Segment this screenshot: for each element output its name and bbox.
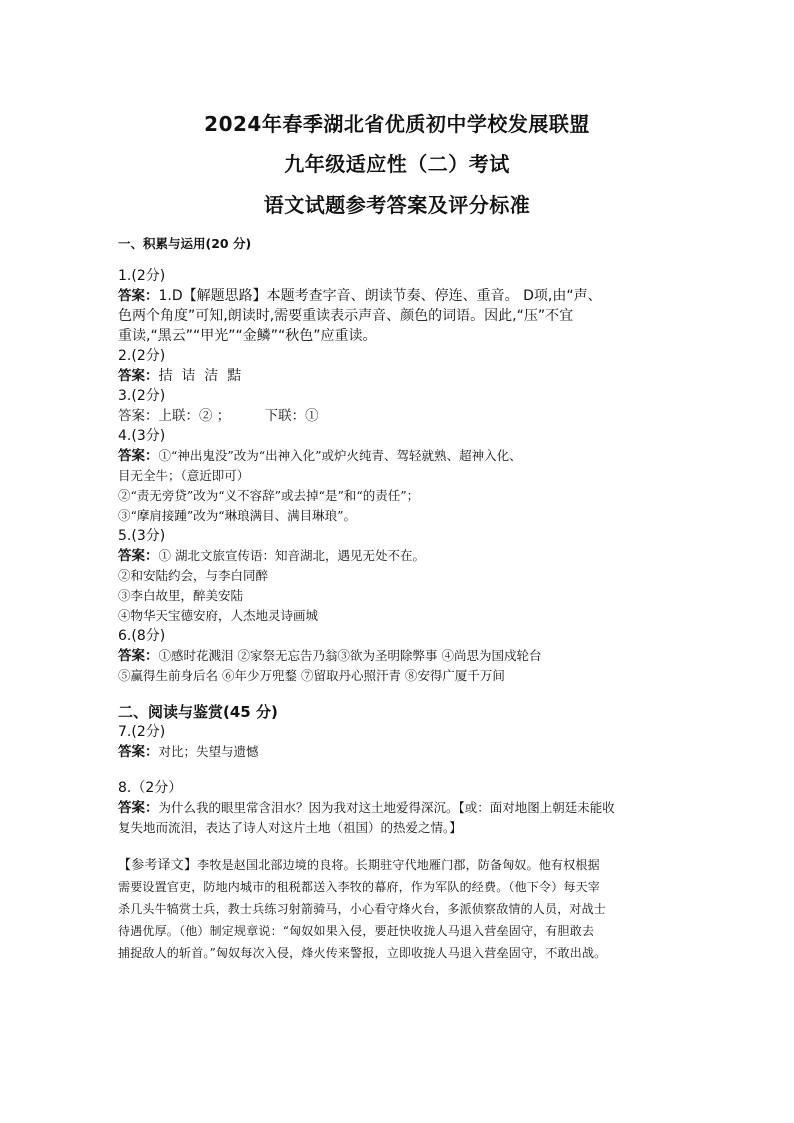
q5-answer-line-3: ③李白故里，醉美安陆 xyxy=(118,588,244,603)
reference-line-5: 捕捉敌人的斩首。”匈奴每次入侵，烽火传来警报，立即收拢人马退入营垒固守，不敢出战。 xyxy=(118,946,607,960)
reference-label: 【参考译文】 xyxy=(118,858,198,873)
q4-answer-text: ①“神出鬼没”改为“出神入化”或炉火纯青、驾轻就熟、超神入化、 xyxy=(158,448,522,463)
question-number-7: 7.(2分) xyxy=(118,724,166,740)
q8-answer-line-2: 复失地而流泪，表达了诗人对这片土地（祖国）的热爱之情。】 xyxy=(118,820,462,835)
reference-line-2: 需要设置官吏，防地内城市的租税都送入李牧的幕府，作为军队的经费。（他下令）每天宰 xyxy=(118,880,601,894)
q6-answer-text: ①感时花溅泪 ②家祭无忘告乃翁③欲为圣明除弊事 ④尚思为国戍轮台 xyxy=(158,648,542,663)
q6-answer-line-1 xyxy=(118,646,688,666)
answer-label: 答案： xyxy=(118,744,159,760)
question-number-6: 6.(8分) xyxy=(118,628,166,644)
reference-text: 李牧是赵国北部边境的良将。长期驻守代地雁门郡，防备匈奴。他有权根据 xyxy=(197,858,600,872)
q1-answer-line-3: 重读,“黑云”“甲光”“金鳞”“秋色”应重读。 xyxy=(118,328,377,344)
exam-subtitle: 九年级适应性（二）考试 xyxy=(284,152,510,176)
answer-label: 答案： xyxy=(118,800,159,816)
q6-answer-line-2: ⑤赢得生前身后名 ⑥年少万兜鍪 ⑦留取丹心照汗青 ⑧安得广厦千万间 xyxy=(118,668,505,683)
answer-label: 答案： xyxy=(118,368,159,384)
answer-label: 答案： xyxy=(118,548,159,564)
answer-label: 答案： xyxy=(118,288,159,304)
q7-answer-text: 对比；失望与遗憾 xyxy=(158,744,259,759)
q5-answer-line-4: ④物华天宝德安府，人杰地灵诗画城 xyxy=(118,608,319,623)
answer-key-title: 语文试题参考答案及评分标准 xyxy=(263,193,531,217)
q8-answer-line-1 xyxy=(118,798,688,818)
answer-label: 答案： xyxy=(118,448,159,464)
question-number-1: 1.(2分) xyxy=(118,268,166,284)
exam-title: 2024年春季湖北省优质初中学校发展联盟 xyxy=(204,112,590,136)
q4-answer-line-2: 目无全牛；（意近即可） xyxy=(118,468,250,483)
section-heading-2: 二、阅读与鉴赏(45 分) xyxy=(118,703,278,721)
answer-content xyxy=(118,234,688,964)
q4-answer-line-1 xyxy=(118,446,688,466)
q1-answer-text: 1.D【解题思路】本题考查字音、朗读节奏、停连、重音。 D项,由“声、 xyxy=(158,288,602,304)
reference-line-1 xyxy=(118,854,688,876)
reference-line-4: 待遇优厚。（他）制定规章说：“匈奴如果入侵，要赶快收拢人马退入营垒固守，有胆敢去 xyxy=(118,924,595,938)
q2-answer-line xyxy=(118,366,688,386)
question-number-4: 4.(3分) xyxy=(118,428,166,444)
q4-answer-line-3: ②“责无旁贷”改为“义不容辞”或去掉“是”和“的责任”； xyxy=(118,488,420,503)
q4-answer-line-4: ③“摩肩接踵”改为“琳琅满目、满目琳琅”。 xyxy=(118,508,357,523)
q1-answer-line-2: 色两个角度”可知,朗读时,需要重读表示声音、颜色的词语。因此,“压”不宜 xyxy=(118,308,574,324)
q7-answer-line xyxy=(118,742,688,762)
q8-answer-text: 为什么我的眼里常含泪水？因为我对这土地爱得深沉。【或：面对地图上朝廷未能收 xyxy=(158,800,615,815)
question-number-5: 5.(3分) xyxy=(118,528,166,544)
question-number-8: 8.（2分） xyxy=(118,780,183,796)
q5-answer-text: ① 湖北文旅宣传语：知音湖北，遇见无处不在。 xyxy=(158,548,425,563)
q5-answer-line-1 xyxy=(118,546,688,566)
section-heading-1: 一、积累与运用(20 分) xyxy=(118,236,252,251)
question-number-2: 2.(2分) xyxy=(118,348,166,364)
q5-answer-line-2: ②和安陆约会，与李白同醉 xyxy=(118,568,269,583)
reference-line-3: 杀几头牛犒赏士兵，教士兵练习射箭骑马，小心看守烽火台，多派侦察敌情的人员，对战士 xyxy=(118,902,607,916)
q2-answer-text: 拮 诘 洁 黠 xyxy=(158,368,242,384)
q3-answer-line: 答案：上联：② ； 下联：① xyxy=(118,408,319,424)
answer-label: 答案： xyxy=(118,648,159,664)
question-number-3: 3.(2分) xyxy=(118,388,166,404)
q1-answer-line-1 xyxy=(118,286,688,306)
